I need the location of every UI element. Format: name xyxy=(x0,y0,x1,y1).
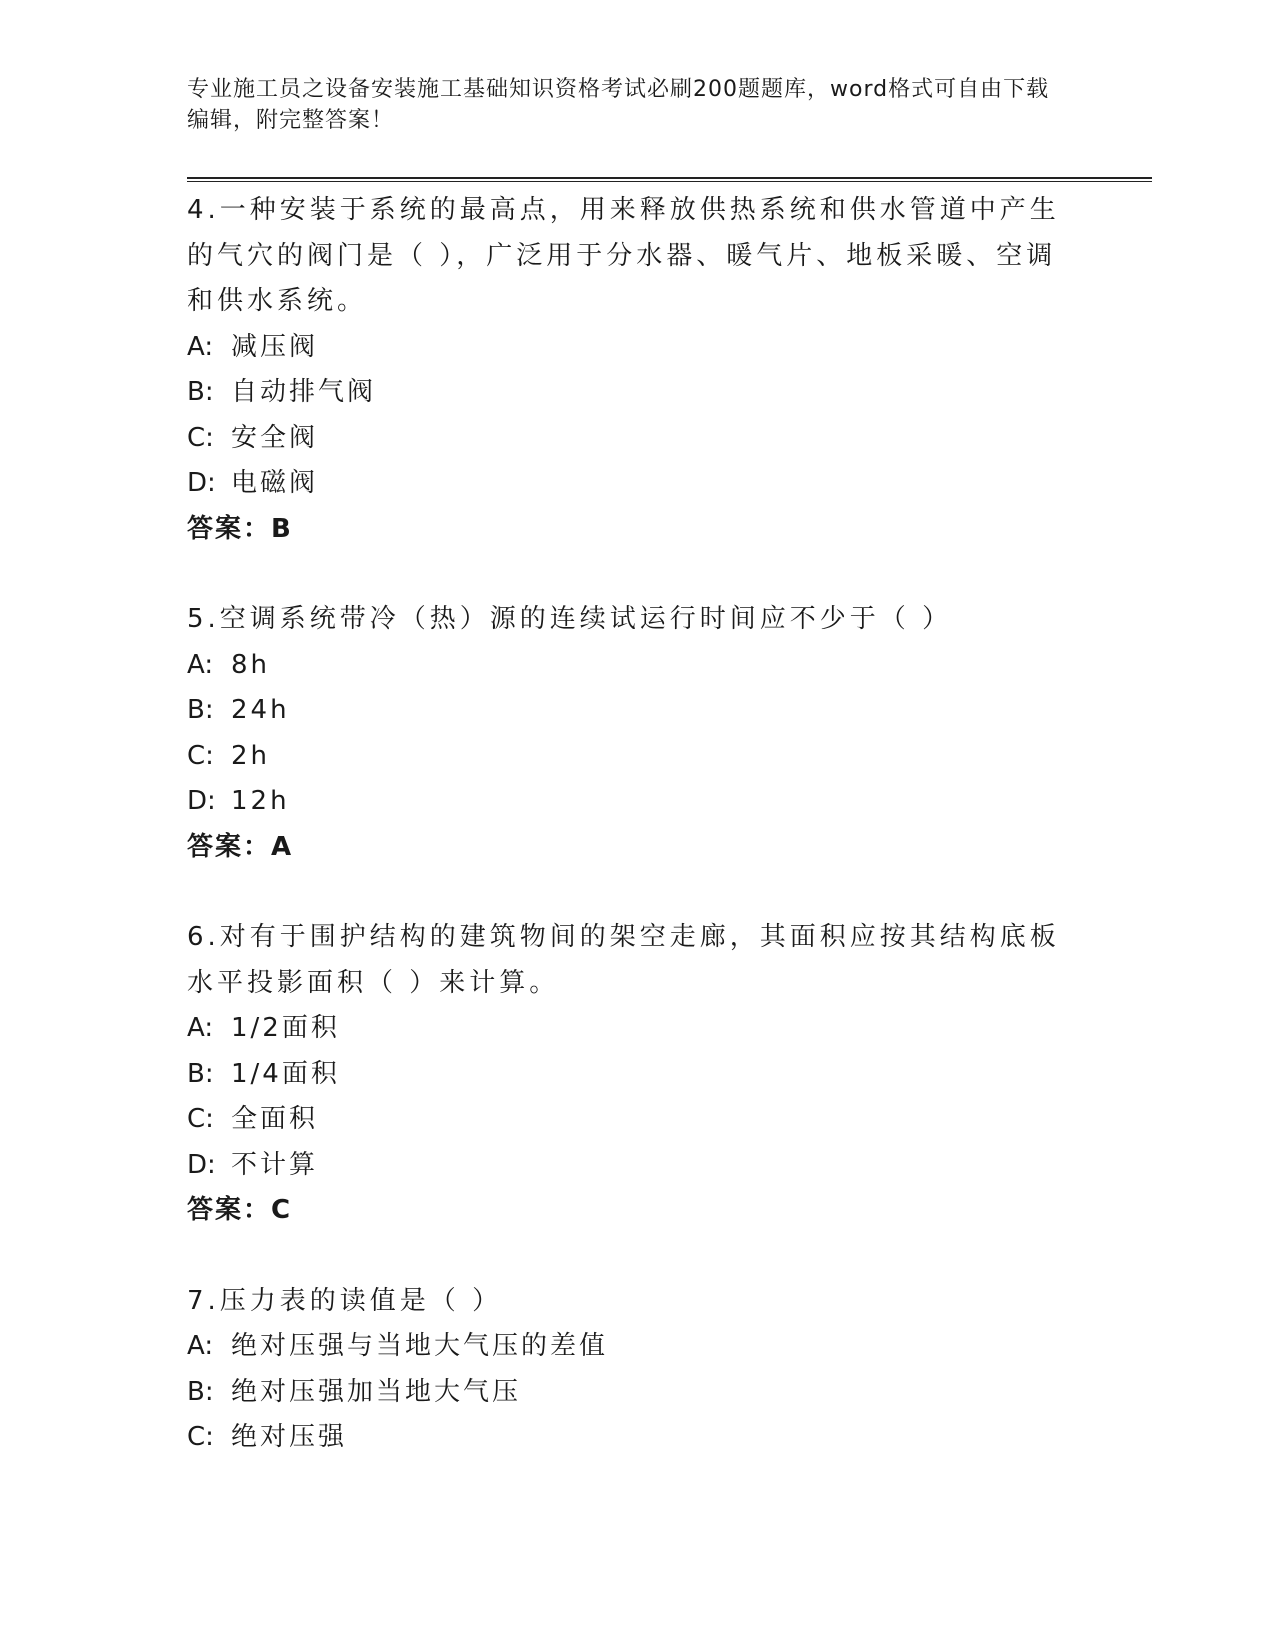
option-key: B: xyxy=(187,695,214,725)
option-key: A: xyxy=(187,1331,214,1361)
option-value: 8h xyxy=(231,649,271,680)
question-5 xyxy=(187,597,1077,870)
option-key: C: xyxy=(187,422,214,453)
question-text: 6.对有于围护结构的建筑物间的架空走廊，其面积应按其结构底板水平投影面积（ ）来计算。 xyxy=(187,922,1060,998)
option-b xyxy=(187,370,1077,416)
option-value: 绝对压强与当地大气压的差值 xyxy=(231,1331,609,1361)
question-6 xyxy=(187,915,1077,1234)
option-a xyxy=(187,325,1077,371)
option-a xyxy=(187,643,1077,689)
option-a xyxy=(187,1006,1077,1052)
option-value: 12h xyxy=(231,786,290,816)
option-key: B: xyxy=(187,1058,214,1089)
option-value: 24h xyxy=(231,695,290,725)
option-value: 绝对压强加当地大气压 xyxy=(231,1376,522,1407)
question-4 xyxy=(187,188,1077,552)
question-text: 5.空调系统带冷（热）源的连续试运行时间应不少于（ ） xyxy=(187,604,953,634)
option-b xyxy=(187,688,1077,734)
header-divider xyxy=(187,177,1152,182)
option-value: 1/4面积 xyxy=(231,1058,340,1089)
answer-label: 答案：A xyxy=(187,831,294,862)
option-key: B: xyxy=(187,1376,214,1407)
option-key: B: xyxy=(187,377,214,407)
question-text: 7.压力表的读值是（ ） xyxy=(187,1285,503,1316)
option-key: D: xyxy=(187,786,216,816)
answer-label: 答案：B xyxy=(187,513,293,544)
option-value: 全面积 xyxy=(231,1104,319,1134)
option-key: C: xyxy=(187,740,214,771)
option-key: C: xyxy=(187,1104,214,1134)
option-c xyxy=(187,416,1077,462)
option-d xyxy=(187,461,1077,507)
answer-label: 答案：C xyxy=(187,1195,293,1225)
option-value: 1/2面积 xyxy=(231,1013,340,1043)
question-list xyxy=(187,188,1077,1506)
option-key: C: xyxy=(187,1422,214,1452)
option-d xyxy=(187,1143,1077,1189)
option-value: 2h xyxy=(231,740,271,771)
option-key: A: xyxy=(187,331,214,362)
question-7 xyxy=(187,1279,1077,1461)
option-value: 安全阀 xyxy=(231,422,319,453)
option-c xyxy=(187,1097,1077,1143)
option-b xyxy=(187,1052,1077,1098)
option-key: D: xyxy=(187,1149,216,1180)
option-a xyxy=(187,1324,1077,1370)
question-text: 4.一种安装于系统的最高点，用来释放供热系统和供水管道中产生的气穴的阀门是（ ），广泛用于分水器、暖气片、地板采暖、空调和供水系统。 xyxy=(187,195,1060,316)
option-key: A: xyxy=(187,1013,214,1043)
document-header: 专业施工员之设备安装施工基础知识资格考试必刷200题题库，word格式可自由下载编辑，附完整答案！ xyxy=(187,77,1050,133)
option-c xyxy=(187,734,1077,780)
option-value: 绝对压强 xyxy=(231,1422,348,1452)
option-key: D: xyxy=(187,468,216,498)
option-b xyxy=(187,1370,1077,1416)
option-value: 不计算 xyxy=(231,1149,319,1180)
option-key: A: xyxy=(187,649,214,680)
option-value: 自动排气阀 xyxy=(231,377,377,407)
option-d xyxy=(187,779,1077,825)
option-c xyxy=(187,1415,1077,1461)
option-value: 减压阀 xyxy=(231,331,319,362)
option-value: 电磁阀 xyxy=(231,468,319,498)
